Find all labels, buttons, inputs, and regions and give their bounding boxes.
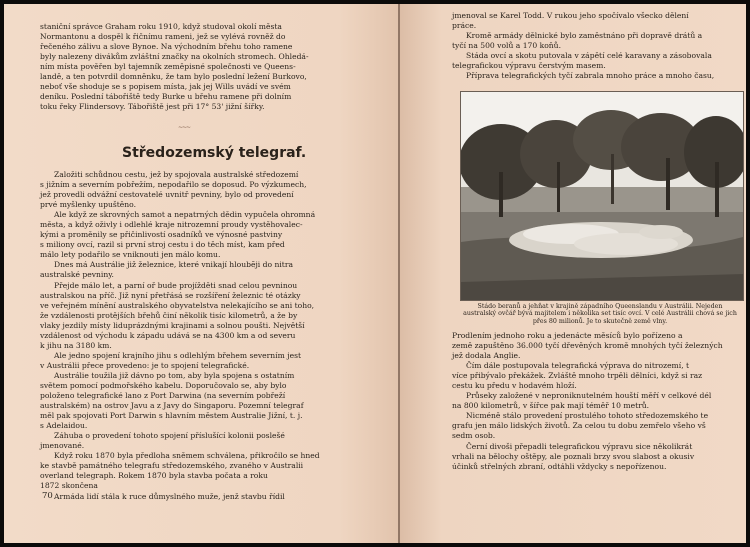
- text-line: ve veřejném mínění australského obyvatelstva nelekajícího se ani toho,: [40, 300, 315, 310]
- text-line: Čím dále postupovala telegrafická výprava do nitrozemí, t: [466, 361, 690, 371]
- bottom-paragraph: [452, 331, 742, 472]
- text-line: Dnes má Austrálie již železnice, které vnikají hloubĕji do nitra: [54, 260, 294, 270]
- text-line: landě, a ten potvrdil domněnku, že tam bylo poslední ležení Burkovo,: [40, 72, 307, 82]
- text-line: Stáda ovcí a skotu putovala v zápětí celé karavany a zásobovala: [466, 51, 712, 61]
- text-line: měl pak spojovati Port Darwin s hlavním městem Australie Jižní, t. j.: [40, 411, 303, 421]
- text-line: sedm osob.: [452, 431, 496, 441]
- text-line: Nicméně stálo provedení prostulého tohoto středozemského te: [466, 411, 709, 421]
- text-line: s Adelaidou.: [40, 421, 88, 431]
- text-line: kými a proměnily se přičinlivostí osadníků ve výnosné pastviny: [40, 230, 283, 240]
- text-line: 1872 skončena: [40, 481, 98, 491]
- text-line: australskou na příč. Již nyní přetřásá se rozšíření železnic té otázky: [40, 290, 301, 300]
- text-line: Přejde málo let, a parní oř bude projížděti snad celou pevninou: [54, 280, 298, 290]
- sheep-flock-photo: [460, 91, 744, 301]
- text-line: s miliony ovcí, razil si první stroj cestu i do těch míst, kam před: [40, 240, 285, 250]
- text-line: na 800 kilometrů, v šířce pak mají téměř 10 metrů.: [452, 401, 650, 411]
- text-line: australském) na ostrov Javu a z Javy do Singaporu. Pozemní telegraf: [40, 401, 304, 411]
- section-heading: Středozemský telegraf.: [122, 145, 307, 161]
- right-page: [400, 4, 746, 543]
- body-text: [40, 170, 348, 502]
- text-line: práce.: [452, 21, 477, 31]
- text-line: Když roku 1870 byla předloha sněmem schválena, přikročilo se hned: [54, 451, 320, 461]
- text-line: vlaky jezdily místy liduprázdnými krajinami a solnou poušti. Největší: [40, 320, 305, 330]
- text-line: vzdálenost od východu k západu udává se na 4300 km a od severu: [40, 330, 296, 340]
- text-line: prvé myšlenky upuštěno.: [40, 200, 137, 210]
- text-line: jmenoval se Karel Todd. V rukou jeho spočívalo všecko dělení: [452, 11, 689, 20]
- text-line: jež provedli odvážní cestovatelé uvnitř pevniny, bylo od provedení: [40, 190, 294, 200]
- text-line: účinků střelných zbraní, odtáhli vždycky s nepořízenou.: [452, 461, 667, 471]
- text-line: města, a když oživly i odlehlé kraje nitrozemní proudy vystěhovalec-: [40, 220, 303, 230]
- text-line: jež dodala Anglie.: [452, 351, 521, 361]
- text-line: Austrálie toužila již dávno po tom, aby byla spojena s ostatním: [54, 370, 295, 380]
- text-line: Příprava telegrafických tyčí zabrala mnoho práce a mnoho času,: [466, 71, 715, 81]
- text-line: telegrafickou výpravu čerstvým masem.: [452, 61, 606, 71]
- page-number: 70: [42, 491, 53, 501]
- left-page: [4, 4, 398, 543]
- text-line: Ale jedno spojení krajního jihu s odlehlým břehem severním jest: [54, 350, 302, 360]
- text-line: tyčí na 500 volů a 170 koňů.: [452, 41, 561, 51]
- intro-paragraph: [40, 22, 348, 112]
- text-line: k jihu na 3180 km.: [40, 340, 112, 350]
- text-line: Záhuba o provedení tohoto spojení příslušící kolonii poslešé: [54, 431, 285, 441]
- text-line: položeno telegrafické lano z Port Darwina (na severním pobřeží: [40, 391, 286, 401]
- text-line: cestu ku předu v hodavém hloží.: [452, 381, 577, 391]
- text-line: australské pevniny.: [40, 270, 114, 280]
- text-line: Prodlením jednoho roku a jedenácte měsíců bylo pořízeno a: [452, 331, 683, 340]
- text-line: staniční správce Graham roku 1910, když studoval okolí města: [40, 22, 282, 31]
- text-line: Normantonu a dospěl k řičnímu rameni, jež se vylévá rovněž do: [40, 32, 286, 42]
- text-line: Armáda lidí stála k ruce důmyslného muže, jenž stavbu řídil: [54, 491, 285, 501]
- text-line: více přibývalo překážek. Zvláště mnoho trpěli dělníci, když si raz: [452, 371, 703, 381]
- text-line: že vzdálenosti protějších břehů činí několik tisíc kilometrů, a že by: [40, 310, 298, 320]
- text-line: Průseky založené v neproniknutelném houští měří v celkové dél: [466, 391, 712, 401]
- text-line: deníku. Poslední tábořiště tedy Burke u břehu ramene při dolním: [40, 92, 292, 102]
- text-line: neboť vše shoduje se s popisem místa, jak jej Wills uvádí ve svém: [40, 82, 291, 92]
- text-line: Založiti schůdnou cestu, jež by spojovala australské středozemí: [54, 170, 299, 179]
- text-line: overland telegraph. Rokem 1870 byla stavba počata a roku: [40, 471, 268, 481]
- text-line: ním místa pověřen byl tajemník zeměpisné společnosti ve Queens-: [40, 62, 296, 72]
- text-line: ke stavbě památného telegrafu středozemského, zvaného v Australii: [40, 461, 304, 471]
- photo-illustration: [461, 92, 743, 300]
- text-line: grafu jen málo lidských životů. Za celou tu dobu zemřelo všeho vš: [452, 421, 706, 431]
- text-line: toku řeky Flindersovy. Tábořiště jest při 17° 53' jižní šířky.: [40, 102, 265, 112]
- text-line: Černí divoši přepadli telegrafickou výpravu sice několikrát: [466, 441, 693, 451]
- text-line: světem pomocí podmořského kabelu. Doporučovalo se, aby bylo: [40, 380, 287, 390]
- top-paragraph: [452, 11, 742, 81]
- text-line: země zapuštěno 36.000 tyčí dřevěných kromě mnohých tyčí železných: [452, 341, 723, 351]
- text-line: vrhali na bělochy oštěpy, ale poznali brzy svou slabost a okusiv: [452, 451, 695, 461]
- photo-caption: Stádo beranů a jehňat v krajině západního Queenslandu v Austrálii. Nejeden australský ovčář bývá majitelem i několika set tisíc ovcí. V celé Austrálii chová se jich přes 80 milionů. Je to skutečně země vlny.: [463, 303, 737, 325]
- text-line: Ale když ze skrovných samot a nepatrných dědin vypučela ohromná: [54, 210, 316, 220]
- text-line: Kromě armády dělnické bylo zaměstnáno při dopravě drátů a: [466, 31, 703, 41]
- section-ornament: ~~~: [177, 124, 191, 131]
- text-line: řečeného zálivu a slove Bynoe. Na východním břehu toho ramene: [40, 42, 293, 52]
- text-line: jmenované.: [40, 441, 85, 451]
- text-line: v Austrálii přece provedeno: je to spojení telegrafické.: [40, 360, 250, 370]
- text-line: s jižním a severním pobřežím, nepodařilo se doposud. Po výzkumech,: [40, 180, 307, 190]
- text-line: byly nalezeny divákům zvláštní značky na okolních stromech. Ohledá-: [40, 52, 309, 62]
- text-line: málo lety podařilo se vniknouti jen málo komu.: [40, 250, 221, 260]
